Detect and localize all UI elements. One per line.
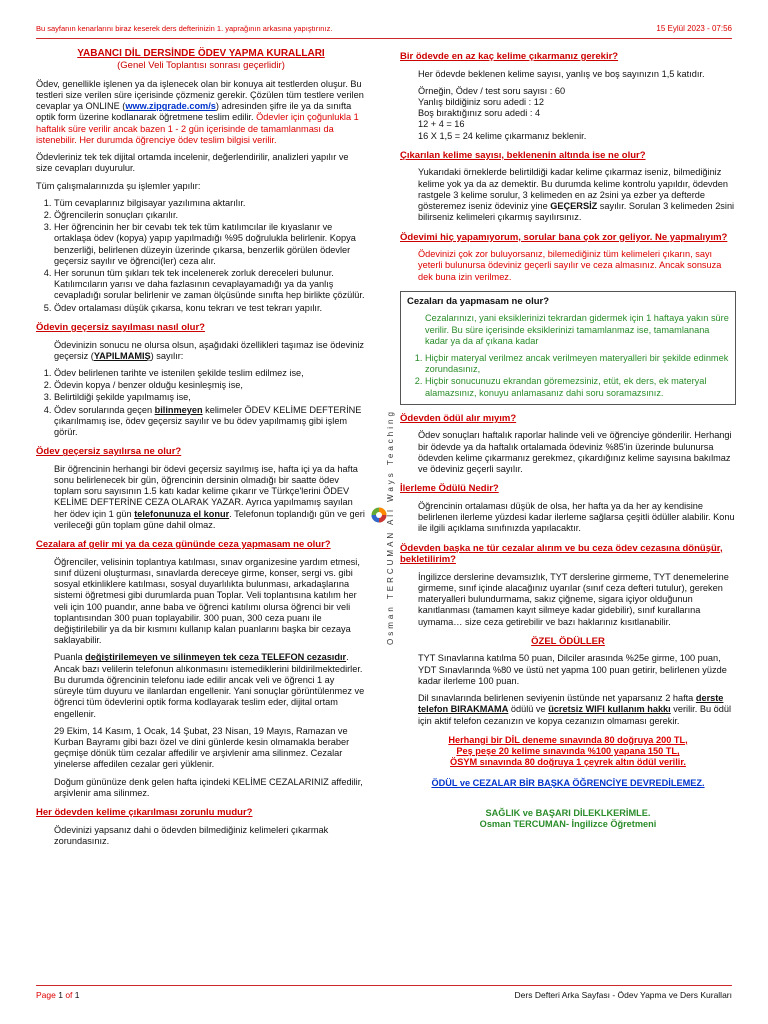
list-item: 3. Belirtildiği şekilde yapılmamış ise, [54, 392, 366, 403]
min-paragraph: Her ödevde beklenen kelime sayısı, yanlış ve boş sayınızın 1,5 katıdır. [418, 68, 705, 79]
offer-line: Herhangi bir DİL deneme sınavında 80 doğruya 200 TL, [448, 734, 688, 745]
list-item: 3. Her öğrencinin her bir cevabı tek tek tüm katılımcılar ile kıyaslanır ve ortaklaşa ödev (kopya) yapıp yapılmadığı %95 doğrulukla belirlenir. Kopya benzerliği, belirlenen düzeyin üzerinde çıkarsa, benzerlik görülen ödevler geçersiz sayılır ve öğrenci(ler) ceza alır. [54, 222, 366, 267]
header-rule [36, 38, 732, 39]
box-list [407, 353, 729, 399]
offers-list [400, 735, 736, 769]
heading-amnesty: Cezalara af gelir mi ya da ceza gününde ceza yapmasam ne olur? [36, 539, 331, 551]
example-line: 12 + 4 = 16 [418, 119, 465, 130]
heading-min: Bir ödevde en az kaç kelime çıkarmanız gerekir? [400, 51, 619, 62]
example-line: 16 X 1,5 = 24 kelime çıkarmanız beklenir. [418, 130, 587, 141]
transfer-note: ÖDÜL ve CEZALAR BİR BAŞKA ÖĞRENCİYE DEVREDİLEMEZ. [431, 778, 705, 789]
list-item: 2. Ödevin kopya / benzer olduğu kesinleşmiş ise, [54, 380, 366, 391]
box-title: Cezaları da yapmasam ne olur? [407, 295, 550, 307]
example-line: Boş bıraktığınız soru adedi : 4 [418, 108, 541, 119]
heading-other: Ödevden başka ne tür cezalar alırım ve bu ceza ödev cezasına dönüşür, bekletilirim? [400, 542, 723, 566]
page-title: YABANCI DİL DERSİNDE ÖDEV YAPMA KURALLARI [77, 48, 325, 59]
min-example [418, 86, 736, 142]
special-paragraph-1: TYT Sınavlarına katılma 50 puan, Dilciler arasında %25e girme, 100 puan, YDT Sınavlarında %80 ve üstü net yapma 100 puan getirir, belirlenen yüzde kadar ilerleme 100 puan. [418, 653, 727, 686]
amnesty-paragraph-1: Öğrenciler, velisinin toplantıya katılması, sınav organizesine yardım etmesi, sınıf düzeni oluşturması, sınavlarda dereceye girme, konser, sergi vs. gibi sosyal etkinliklere katılması, sosyal duyarlılıkta bulunması, arkadaşlarına sistemi öğretmesi gibi durumlarda puan Toplar. Veli toplantısına katılım her veli için 100 puandır, anne baba ve öğrenci katılımı olursa öğrenci bir veli toplantısından 300 puan toplayabilir. 300 puan, 300 ceza puanı ile değiştirilebilir ya da bir kısmını kullanıp kalan puanlarını başka bir cezaya saklayabilir. [54, 556, 360, 646]
analysis-paragraph: Ödevleriniz tek tek dijital ortamda incelenir, değerlendirilir, analizleri yapılır ve size cevapları duyurulur. [36, 152, 349, 174]
zipgrade-link[interactable]: www.zipgrade.com/s [125, 101, 216, 112]
heading-every: Her ödevden kelime çıkarılması zorunlu mudur? [36, 807, 253, 819]
header-date: 15 Eylül 2023 - 07:56 [656, 24, 732, 33]
list-item: 5. Ödev ortalaması düşük çıkarsa, konu tekrarı ve test tekrarı yapılır. [54, 303, 366, 314]
offer-line: ÖSYM sınavında 80 doğruya 1 çeyrek altın ödül verilir. [450, 757, 686, 768]
box-paragraph: Cezalarınızı, yani eksiklerinizi tekrardan gidermek için 1 haftaya yakın süre verilir. Bu süre içerisinde eksiklerinizi tamamlanmaz ise, tamamlanana kadar ya da af çıkana kadar [425, 313, 729, 346]
logo-icon [371, 507, 387, 523]
below-paragraph: Yukarıdaki örneklerde belirtildiği kadar kelime çıkarmaz iseniz, bilmediğiniz kelime yok ya da az demektir. Bu durumda kelime kontrolu yapıldır, ödevden rastgele 3 kelime sorulur, 3 kelimeden en az 2sini ya ezber ya defterde gösteremez iseniz ödeviniz yine GEÇERSİZ sayılır. Sorulan 3 kelimeden 2sini bilirseniz kelimeleri çıkarmış sayılırsınız. [418, 167, 735, 223]
page-subtitle: (Genel Veli Toplantısı sonrası geçerlidir) [117, 60, 285, 72]
list-item: 1. Hiçbir materyal verilmez ancak verilmeyen materyalleri bir şekilde edinmek zorundasınız, [425, 353, 729, 375]
side-signature: Osman TERCUMAN All Ways Teaching [386, 409, 395, 645]
example-line: Örneğin, Ödev / test soru sayısı : 60 [418, 85, 566, 96]
invalid-list [36, 368, 366, 438]
amnesty-paragraph-3: 29 Ekim, 14 Kasım, 1 Ocak, 14 Şubat, 23 Nisan, 19 Mayıs, Ramazan ve Kurban Bayramı gibi bazı özel ve dini günlerde kesin olmamakla beraber geçmişe dönük tüm cezalar affedilir ve arşivlenir ama silinmez. Cezalar yinelerse affedilen cezalar geri yüklenir. [54, 725, 350, 770]
other-paragraph: İngilizce derslerine devamsızlık, TYT derslerine girmeme, TYT denemelerine girmeme, sınıf içinde alacağınız uyarılar (sınıf ceza defteri tutulur), gereken materyalleri bulundurmama, sakız çiğneme, sigara içiyor olduğunun kanıtlanması (tamamen kayıt silmeye kadar gidebilir), sınıf kurallarına uymama… size ceza getirebilir ve bazı haklarınız kısıtlanabilir. [418, 571, 729, 627]
list-item: 4. Ödev sorularında geçen bilinmeyen kelimeler ÖDEV KELİME DEFTERİNE çıkarılmamış ise, ödev geçersiz sayılır ve bu ödev yapılmamış gibi işlem görür. [54, 405, 366, 439]
left-column [36, 48, 366, 853]
signature-line-1: SAĞLIK ve BAŞARI DİLEKLKERİMLE. [485, 807, 651, 818]
heading-progress: İlerleme Ödülü Nedir? [400, 483, 499, 495]
every-paragraph: Ödevinizi yapsanız dahi o ödevden bilmediğiniz kelimeleri çıkarmak zorundasınız. [54, 824, 329, 846]
list-item: 1. Ödev belirlenen tarihte ve istenilen şekilde teslim edilmez ise, [54, 368, 366, 379]
toomany-paragraph: Ödevinizi çok zor buluyorsanız, bilemediğiniz tüm kelimeleri çıkarın, sayı yeterli bulunursa ödeviniz geçerli sayılır ve ceza almasınız. Ancak sonsuza dek buna izin verilmez. [418, 249, 722, 282]
heading-toomany: Ödevimi hiç yapamıyorum, sorular bana çok zor geliyor. Ne yapmalıyım? [400, 231, 728, 243]
signature-line-2: Osman TERCUMAN- İngilizce Öğretmeni [479, 818, 657, 829]
footer-rule [36, 985, 732, 986]
example-line: Yanlış bildiğiniz soru adedi : 12 [418, 97, 544, 108]
amnesty-paragraph-4: Doğum gününüze denk gelen hafta içindeki KELİME CEZALARINIZ affedilir, arşivlenir ama silinmez. [54, 776, 363, 798]
whatif-paragraph: Bir öğrencinin herhangi bir ödevi geçersiz sayılmış ise, hafta içi ya da hafta sonu belirlenecek bir gün, öğrencinin dersinin olmadığı bir saatte ödev toplam soru sayısının 1.5 katı kadar kelime çıkarır ve Türkçe'lerini ÖDEV KELİME DEFTERİNE CEZA OLARAK YAZAR. Ayrıca yapılmamış sayılan her ödev için 1 gün telefonunuza el konur. Telefonun toplandığı gün ve geri verileceği gün toplam güne dahil olmaz. [54, 463, 365, 530]
intro-paragraph: Ödev, genellikle işlenen ya da işlenecek olan bir konuya ait testlerden oluşur. Bu testleri size verilen süre içerisinde çözmeniz gerekir. Çözülen tüm testlere verilen cevaplar ya ONLINE (www.zipgrade.com/s) adresinden şifre ile ya da sınıfta optik form üzerine kodlanarak öğretmene teslim edilir. Ödevler için çoğunlukla 1 haftalık süre verilir ancak bazen 1 - 2 gün içerisinde de tamamlanması da istenebilir. Her durumda öğrenciye ödev teslim bilgisi verilir. [36, 78, 364, 145]
heading-invalid: Ödevin geçersiz sayılması nasıl olur? [36, 321, 205, 333]
process-list [36, 198, 366, 314]
process-intro: Tüm çalışmalarınızda şu işlemler yapılır: [36, 180, 201, 191]
amnesty-paragraph-2: Puanla değiştirilemeyen ve silinmeyen tek ceza TELEFON cezasıdır. Ancak bazı velilerin telefonun alıkonmasını istemediklerini bildirilmektedirler. Bu durumda öğrencinin telefonu iade edilir ancak veli ve öğrenci 1 ay süreyle tüm duyuru ve ilanlardan engellenir. Yani sonuçlar görüntülenmez ve öğrenci tüm ödevlerini optik forma kodlayarak teslim eder, dijital ortam engellenir. [54, 652, 365, 719]
heading-whatif: Ödev geçersiz sayılırsa ne olur? [36, 446, 182, 458]
progress-paragraph: Öğrencinin ortalaması düşük de olsa, her hafta ya da her ay kendisine belirlenen ilerleme yüzdesi kadar ilerleme sağlarsa çeşitli ödüller alabilir. Konu ile ilgili açıklama sınıfınızda yapılacaktır. [418, 500, 735, 534]
penalty-box [400, 291, 736, 405]
list-item: 2. Hiçbir sonucunuzu ekrandan göremezsiniz, etüt, ek ders, ek materyal alamazsınız, konuyu anlamasanız dahi soru soramazsınız. [425, 376, 729, 398]
invalid-intro: Ödevinizin sonucu ne olursa olsun, aşağıdaki özellikleri taşımaz ise ödeviniz geçersiz (YAPILMAMIŞ) sayılır: [54, 339, 364, 361]
heading-below: Çıkarılan kelime sayısı, beklenenin altında ise ne olur? [400, 149, 646, 161]
right-column [400, 48, 736, 830]
footer-title: Ders Defteri Arka Sayfası - Ödev Yapma ve Ders Kuralları [514, 990, 732, 1000]
list-item: 2. Öğrencilerin sonuçları çıkarılır. [54, 210, 366, 221]
page-counter: Page 1 of 1 [36, 990, 80, 1000]
header-note: Bu sayfanın kenarlarını biraz keserek ders defterinizin 1. yaprağının arkasına yapıştırınız. [36, 24, 333, 33]
deadline-note: Ödevler için çoğunlukla 1 haftalık süre verilir ancak bazen 1 - 2 gün içerisinde de tamamlanması da istenebilir. Her durumda öğrenciye ödev teslim bilgisi verilir. [36, 112, 359, 145]
special-paragraph-2: Dil sınavlarında belirlenen seviyenin üstünde net yaparsanız 2 hafta derste telefon BIRAKMAMA ödülü ve ücretsiz WIFI kullanım hakkı verilir. Bu ödül için aktif telefon cezanızın ve kopya cezanızın olmaması gerekir. [418, 693, 731, 726]
list-item: 4. Her sorunun tüm şıkları tek tek incelenerek zorluk dereceleri bulunur. Katılımcıların yarısı ve daha fazlasının cevaplayamadığı ya da yanlış cevapladığı sorular belirlenir ve zaman ölçüsünde sınıfta hep birlikte çözülür. [54, 268, 366, 302]
heading-special: ÖZEL ÖDÜLLER [531, 635, 605, 647]
reward-paragraph: Ödev sonuçları haftalık raporlar halinde veli ve öğrenciye gönderilir. Herhangi bir ödevde ya da haftalık ortalamada ödeviniz %85'in üzerinde bulunursa ödevden kelime çıkarmanız gerekmez, çıkardığınız kelime sayısına bakılmaz ve ödeviniz geçerli sayılır. [418, 430, 732, 475]
list-item: 1. Tüm cevaplarınız bilgisayar yazılımına aktarılır. [54, 198, 366, 209]
offer-line: Peş peşe 20 kelime sınavında %100 yapana 150 TL, [456, 745, 680, 756]
heading-reward: Ödevden ödül alır mıyım? [400, 412, 517, 424]
